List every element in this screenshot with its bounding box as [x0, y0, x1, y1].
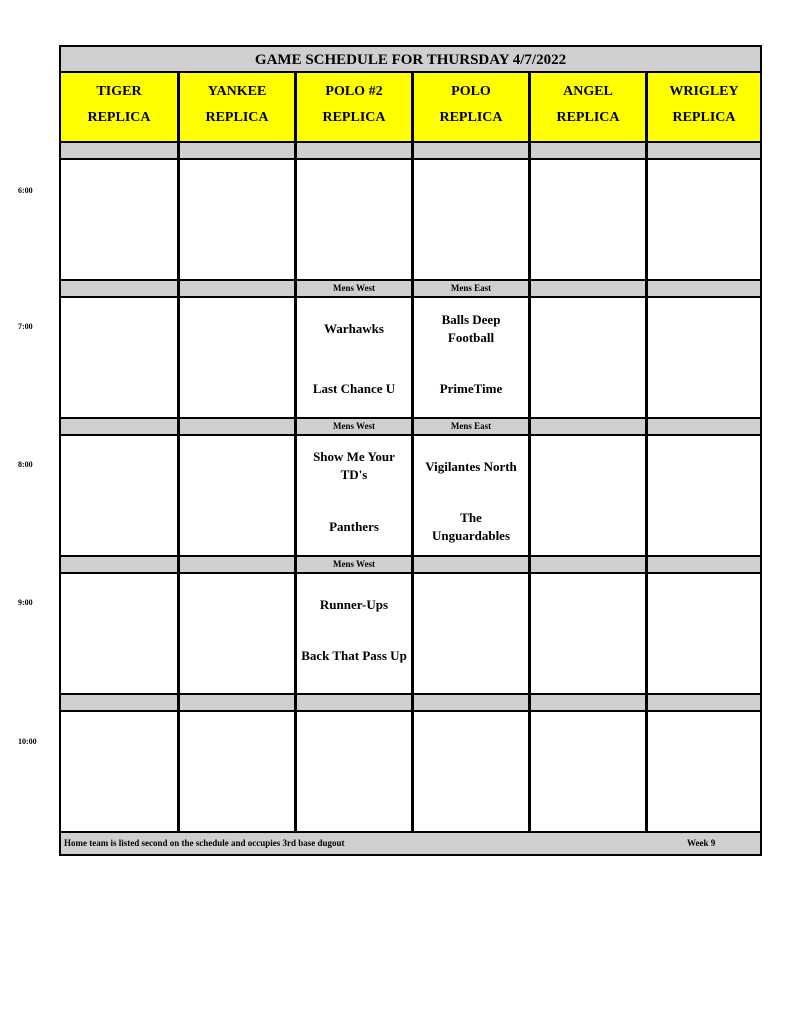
field-header-angel — [531, 73, 645, 143]
division-label: Mens West — [332, 559, 376, 569]
grid-line — [177, 73, 180, 831]
field-name: POLO #2 — [325, 84, 383, 99]
grid-line — [528, 73, 531, 831]
grid-line — [645, 73, 648, 831]
time-label-10: 10:00 — [18, 737, 37, 746]
field-name: POLO — [451, 84, 491, 99]
field-header-polo2 — [297, 73, 411, 143]
week-label: Week 9 — [687, 838, 716, 848]
field-header-wrigley — [648, 73, 760, 143]
field-sub: REPLICA — [87, 110, 151, 125]
field-name: YANKEE — [207, 84, 267, 99]
division-label: Mens East — [450, 283, 492, 293]
schedule-footer — [61, 831, 760, 854]
team-home-polo2-8: Panthers — [329, 519, 379, 534]
division-label: Mens West — [332, 421, 376, 431]
home-team-note: Home team is listed second on the schedule and occupies 3rd base dugout — [64, 838, 345, 848]
time-label-9: 9:00 — [18, 598, 33, 607]
team-away-polo-7: Balls Deep Football — [441, 312, 501, 345]
schedule-table — [59, 45, 762, 856]
field-header-tiger — [61, 73, 177, 143]
time-label-7: 7:00 — [18, 322, 33, 331]
field-sub: REPLICA — [205, 110, 269, 125]
division-label: Mens East — [450, 421, 492, 431]
field-name: TIGER — [96, 84, 142, 99]
team-home-polo2-9: Back That Pass Up — [301, 648, 407, 663]
field-sub: REPLICA — [322, 110, 386, 125]
team-away-polo2-7: Warhawks — [324, 321, 384, 336]
field-sub: REPLICA — [556, 110, 620, 125]
field-name: WRIGLEY — [669, 84, 739, 99]
team-away-polo2-8: Show Me Your TD's — [313, 449, 395, 482]
team-home-polo-8: The Unguardables — [431, 510, 511, 543]
field-header-yankee — [180, 73, 294, 143]
time-label-8: 8:00 — [18, 460, 33, 469]
team-away-polo2-9: Runner-Ups — [319, 597, 389, 612]
schedule-title: GAME SCHEDULE FOR THURSDAY 4/7/2022 — [61, 47, 760, 73]
grid-line — [411, 73, 414, 831]
grid-line — [294, 73, 297, 831]
field-header-polo — [414, 73, 528, 143]
team-home-polo2-7: Last Chance U — [312, 381, 396, 396]
team-away-polo-8: Vigilantes North — [425, 459, 517, 474]
field-sub: REPLICA — [672, 110, 736, 125]
field-name: ANGEL — [563, 84, 613, 99]
team-home-polo-7: PrimeTime — [439, 381, 503, 396]
field-sub: REPLICA — [439, 110, 503, 125]
division-label: Mens West — [332, 283, 376, 293]
time-label-6: 6:00 — [18, 186, 33, 195]
